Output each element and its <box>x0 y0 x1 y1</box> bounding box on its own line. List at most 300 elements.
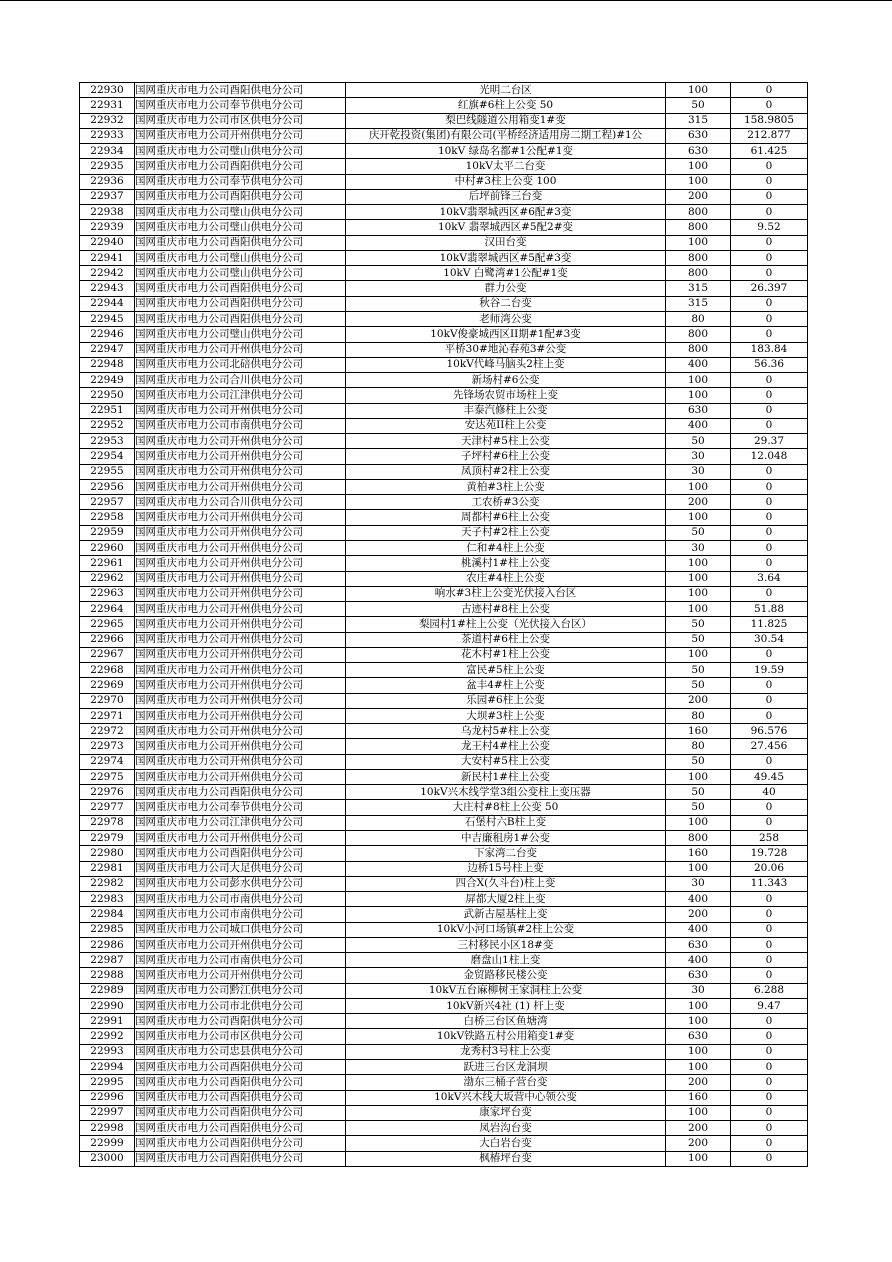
company-cell: 国网重庆市电力公司开州供电分公司 <box>135 128 346 143</box>
company-cell: 国网重庆市电力公司酉阳供电分公司 <box>135 1090 346 1105</box>
value-cell: 183.84 <box>731 342 808 357</box>
value-cell: 0 <box>731 1090 808 1105</box>
row-id-cell: 22974 <box>80 754 135 769</box>
value-cell: 0 <box>731 159 808 174</box>
capacity-cell: 80 <box>666 311 731 326</box>
company-cell: 国网重庆市电力公司璧山供电分公司 <box>135 327 346 342</box>
table-row <box>80 464 808 479</box>
company-cell: 国网重庆市电力公司奉节供电分公司 <box>135 800 346 815</box>
capacity-cell: 100 <box>666 510 731 525</box>
transformer-name-cell: 10kV兴木线学堂3组公变柱上变压器 <box>346 785 666 800</box>
row-id-cell: 22970 <box>80 693 135 708</box>
transformer-name-cell: 10kV 绿岛名都#1公配#1变 <box>346 144 666 159</box>
capacity-cell: 50 <box>666 617 731 632</box>
table-row <box>80 586 808 601</box>
table-row <box>80 556 808 571</box>
value-cell: 0 <box>731 525 808 540</box>
row-id-cell: 22979 <box>80 831 135 846</box>
table-row <box>80 724 808 739</box>
transformer-name-cell: 大安村#5柱上公变 <box>346 754 666 769</box>
capacity-cell: 800 <box>666 831 731 846</box>
value-cell: 20.06 <box>731 861 808 876</box>
capacity-cell: 30 <box>666 540 731 555</box>
row-id-cell: 22972 <box>80 724 135 739</box>
value-cell: 0 <box>731 403 808 418</box>
company-cell: 国网重庆市电力公司开州供电分公司 <box>135 449 346 464</box>
transformer-name-cell: 白桥三台区鱼塘湾 <box>346 1014 666 1029</box>
transformer-name-cell: 梨巴线隧道公用箱变1#变 <box>346 113 666 128</box>
row-id-cell: 22933 <box>80 128 135 143</box>
table-row <box>80 266 808 281</box>
table-row <box>80 831 808 846</box>
table-row <box>80 815 808 830</box>
capacity-cell: 100 <box>666 1105 731 1120</box>
transformer-name-cell: 工农桥#3公变 <box>346 495 666 510</box>
row-id-cell: 22939 <box>80 220 135 235</box>
value-cell: 9.52 <box>731 220 808 235</box>
capacity-cell: 50 <box>666 525 731 540</box>
company-cell: 国网重庆市电力公司开州供电分公司 <box>135 754 346 769</box>
row-id-cell: 22991 <box>80 1014 135 1029</box>
transformer-name-cell: 新场村#6公变 <box>346 373 666 388</box>
table-row <box>80 708 808 723</box>
table-row <box>80 632 808 647</box>
transformer-name-cell: 10kV 翡翠城西区#5配2#变 <box>346 220 666 235</box>
row-id-cell: 22946 <box>80 327 135 342</box>
capacity-cell: 200 <box>666 1121 731 1136</box>
table-row <box>80 968 808 983</box>
value-cell: 11.343 <box>731 876 808 891</box>
table-row <box>80 342 808 357</box>
row-id-cell: 22978 <box>80 815 135 830</box>
table-row <box>80 128 808 143</box>
capacity-cell: 30 <box>666 983 731 998</box>
row-id-cell: 22969 <box>80 678 135 693</box>
table-row <box>80 800 808 815</box>
company-cell: 国网重庆市电力公司市南供电分公司 <box>135 892 346 907</box>
transformer-name-cell: 10kV俊豪城西区II期#1配#3变 <box>346 327 666 342</box>
table-row <box>80 571 808 586</box>
row-id-cell: 22987 <box>80 953 135 968</box>
capacity-cell: 100 <box>666 159 731 174</box>
table-row <box>80 953 808 968</box>
transformer-name-cell: 凤岩沟台变 <box>346 1121 666 1136</box>
capacity-cell: 800 <box>666 220 731 235</box>
table-row <box>80 540 808 555</box>
capacity-cell: 630 <box>666 937 731 952</box>
transformer-name-cell: 渤东三桶子营台变 <box>346 1075 666 1090</box>
transformer-name-cell: 先锋场农贸市场柱上变 <box>346 388 666 403</box>
transformer-name-cell: 古迹村#8柱上公变 <box>346 602 666 617</box>
capacity-cell: 30 <box>666 449 731 464</box>
row-id-cell: 22956 <box>80 479 135 494</box>
value-cell: 0 <box>731 205 808 220</box>
table-row <box>80 205 808 220</box>
company-cell: 国网重庆市电力公司酉阳供电分公司 <box>135 159 346 174</box>
company-cell: 国网重庆市电力公司酉阳供电分公司 <box>135 1060 346 1075</box>
company-cell: 国网重庆市电力公司北碚供电分公司 <box>135 357 346 372</box>
row-id-cell: 22984 <box>80 907 135 922</box>
transformer-name-cell: 富民#5柱上公变 <box>346 663 666 678</box>
capacity-cell: 315 <box>666 296 731 311</box>
value-cell: 0 <box>731 678 808 693</box>
transformer-name-cell: 桃溪村1#柱上公变 <box>346 556 666 571</box>
row-id-cell: 22949 <box>80 373 135 388</box>
company-cell: 国网重庆市电力公司璧山供电分公司 <box>135 266 346 281</box>
value-cell: 0 <box>731 647 808 662</box>
row-id-cell: 22934 <box>80 144 135 159</box>
capacity-cell: 30 <box>666 464 731 479</box>
row-id-cell: 22966 <box>80 632 135 647</box>
value-cell: 0 <box>731 495 808 510</box>
table-row <box>80 510 808 525</box>
capacity-cell: 100 <box>666 815 731 830</box>
row-id-cell: 22941 <box>80 250 135 265</box>
row-id-cell: 22938 <box>80 205 135 220</box>
value-cell: 61.425 <box>731 144 808 159</box>
company-cell: 国网重庆市电力公司开州供电分公司 <box>135 434 346 449</box>
row-id-cell: 22930 <box>80 83 135 98</box>
capacity-cell: 30 <box>666 876 731 891</box>
company-cell: 国网重庆市电力公司酉阳供电分公司 <box>135 1075 346 1090</box>
value-cell: 0 <box>731 373 808 388</box>
value-cell: 0 <box>731 708 808 723</box>
table-row <box>80 144 808 159</box>
table-row <box>80 739 808 754</box>
row-id-cell: 22936 <box>80 174 135 189</box>
transformer-name-cell: 乌龙村5#柱上公变 <box>346 724 666 739</box>
value-cell: 56.36 <box>731 357 808 372</box>
capacity-cell: 100 <box>666 647 731 662</box>
company-cell: 国网重庆市电力公司开州供电分公司 <box>135 739 346 754</box>
company-cell: 国网重庆市电力公司合川供电分公司 <box>135 495 346 510</box>
row-id-cell: 22988 <box>80 968 135 983</box>
capacity-cell: 50 <box>666 434 731 449</box>
transformer-name-cell: 农庄#4柱上公变 <box>346 571 666 586</box>
transformer-name-cell: 边桥15号柱上变 <box>346 861 666 876</box>
capacity-cell: 400 <box>666 892 731 907</box>
value-cell: 27.456 <box>731 739 808 754</box>
table-row <box>80 388 808 403</box>
table-row <box>80 159 808 174</box>
value-cell: 11.825 <box>731 617 808 632</box>
capacity-cell: 800 <box>666 205 731 220</box>
capacity-cell: 100 <box>666 998 731 1013</box>
capacity-cell: 800 <box>666 342 731 357</box>
company-cell: 国网重庆市电力公司开州供电分公司 <box>135 342 346 357</box>
transformer-name-cell: 茶道村#6柱上公变 <box>346 632 666 647</box>
table-row <box>80 785 808 800</box>
row-id-cell: 22990 <box>80 998 135 1013</box>
capacity-cell: 80 <box>666 739 731 754</box>
capacity-cell: 200 <box>666 1136 731 1151</box>
value-cell: 0 <box>731 464 808 479</box>
company-cell: 国网重庆市电力公司开州供电分公司 <box>135 556 346 571</box>
row-id-cell: 22993 <box>80 1044 135 1059</box>
row-id-cell: 22973 <box>80 739 135 754</box>
value-cell: 0 <box>731 388 808 403</box>
capacity-cell: 100 <box>666 235 731 250</box>
value-cell: 0 <box>731 174 808 189</box>
capacity-cell: 630 <box>666 144 731 159</box>
transformer-name-cell: 平桥30#地沁春苑3#公变 <box>346 342 666 357</box>
transformer-name-cell: 大白岩台变 <box>346 1136 666 1151</box>
company-cell: 国网重庆市电力公司彭水供电分公司 <box>135 876 346 891</box>
company-cell: 国网重庆市电力公司酉阳供电分公司 <box>135 281 346 296</box>
table-row <box>80 83 808 98</box>
company-cell: 国网重庆市电力公司开州供电分公司 <box>135 632 346 647</box>
row-id-cell: 22999 <box>80 1136 135 1151</box>
capacity-cell: 100 <box>666 479 731 494</box>
capacity-cell: 800 <box>666 250 731 265</box>
table-row <box>80 861 808 876</box>
transformer-name-cell: 梨园村1#柱上公变（光伏接入台区） <box>346 617 666 632</box>
transformer-name-cell: 10kV翡翠城西区#6配#3变 <box>346 205 666 220</box>
capacity-cell: 80 <box>666 708 731 723</box>
table-row <box>80 1075 808 1090</box>
transformer-name-cell: 武新古屋基柱上变 <box>346 907 666 922</box>
table-row <box>80 617 808 632</box>
company-cell: 国网重庆市电力公司开州供电分公司 <box>135 617 346 632</box>
company-cell: 国网重庆市电力公司开州供电分公司 <box>135 724 346 739</box>
transformer-name-cell: 红旗#6柱上公变 50 <box>346 98 666 113</box>
transformer-name-cell: 凤顶村#2柱上公变 <box>346 464 666 479</box>
capacity-cell: 800 <box>666 327 731 342</box>
row-id-cell: 22954 <box>80 449 135 464</box>
table-row <box>80 403 808 418</box>
table-row <box>80 846 808 861</box>
capacity-cell: 100 <box>666 861 731 876</box>
row-id-cell: 22959 <box>80 525 135 540</box>
company-cell: 国网重庆市电力公司市南供电分公司 <box>135 953 346 968</box>
company-cell: 国网重庆市电力公司开州供电分公司 <box>135 479 346 494</box>
capacity-cell: 100 <box>666 586 731 601</box>
capacity-cell: 50 <box>666 800 731 815</box>
transformer-name-cell: 子坪村#6柱上公变 <box>346 449 666 464</box>
row-id-cell: 22931 <box>80 98 135 113</box>
transformer-name-cell: 光明二台区 <box>346 83 666 98</box>
capacity-cell: 200 <box>666 693 731 708</box>
transformer-name-cell: 10kV太平二台变 <box>346 159 666 174</box>
table-row <box>80 754 808 769</box>
transformer-name-cell: 下家湾二台变 <box>346 846 666 861</box>
company-cell: 国网重庆市电力公司市北供电分公司 <box>135 998 346 1013</box>
table-row <box>80 357 808 372</box>
company-cell: 国网重庆市电力公司开州供电分公司 <box>135 525 346 540</box>
value-cell: 0 <box>731 968 808 983</box>
transformer-name-cell: 龙王村4#柱上公变 <box>346 739 666 754</box>
value-cell: 3.64 <box>731 571 808 586</box>
row-id-cell: 22942 <box>80 266 135 281</box>
table-row <box>80 113 808 128</box>
value-cell: 0 <box>731 1044 808 1059</box>
transformer-name-cell: 龙秀村3号柱上公变 <box>346 1044 666 1059</box>
table-row <box>80 434 808 449</box>
value-cell: 26.397 <box>731 281 808 296</box>
row-id-cell: 22997 <box>80 1105 135 1120</box>
capacity-cell: 100 <box>666 1014 731 1029</box>
table-row <box>80 174 808 189</box>
capacity-cell: 630 <box>666 968 731 983</box>
row-id-cell: 22998 <box>80 1121 135 1136</box>
capacity-cell: 630 <box>666 403 731 418</box>
transformer-name-cell: 周都村#6柱上公变 <box>346 510 666 525</box>
value-cell: 40 <box>731 785 808 800</box>
value-cell: 0 <box>731 1151 808 1166</box>
transformer-name-cell: 10kV五台麻柳树王家洞柱上公变 <box>346 983 666 998</box>
table-row <box>80 281 808 296</box>
capacity-cell: 100 <box>666 373 731 388</box>
row-id-cell: 22953 <box>80 434 135 449</box>
table-row <box>80 678 808 693</box>
company-cell: 国网重庆市电力公司开州供电分公司 <box>135 968 346 983</box>
transformer-name-cell: 10kV兴木线大坂营中心领公变 <box>346 1090 666 1105</box>
transformer-name-cell: 枫椿坪台变 <box>346 1151 666 1166</box>
row-id-cell: 22960 <box>80 540 135 555</box>
value-cell: 0 <box>731 1075 808 1090</box>
row-id-cell: 22940 <box>80 235 135 250</box>
table-row <box>80 647 808 662</box>
capacity-cell: 50 <box>666 678 731 693</box>
table-row <box>80 602 808 617</box>
row-id-cell: 22935 <box>80 159 135 174</box>
value-cell: 0 <box>731 892 808 907</box>
table-row <box>80 479 808 494</box>
row-id-cell: 22989 <box>80 983 135 998</box>
table-row <box>80 250 808 265</box>
row-id-cell: 23000 <box>80 1151 135 1166</box>
table-row <box>80 1044 808 1059</box>
table-row <box>80 373 808 388</box>
capacity-cell: 100 <box>666 174 731 189</box>
value-cell: 0 <box>731 311 808 326</box>
capacity-cell: 100 <box>666 571 731 586</box>
row-id-cell: 22992 <box>80 1029 135 1044</box>
company-cell: 国网重庆市电力公司开州供电分公司 <box>135 540 346 555</box>
company-cell: 国网重庆市电力公司市区供电分公司 <box>135 1029 346 1044</box>
transformer-name-cell: 花木村#1柱上公变 <box>346 647 666 662</box>
company-cell: 国网重庆市电力公司酉阳供电分公司 <box>135 311 346 326</box>
value-cell: 0 <box>731 556 808 571</box>
value-cell: 0 <box>731 586 808 601</box>
transformer-name-cell: 跃进三台区龙洞坝 <box>346 1060 666 1075</box>
transformer-name-cell: 10kV翡翠城西区#5配#3变 <box>346 250 666 265</box>
row-id-cell: 22943 <box>80 281 135 296</box>
value-cell: 19.59 <box>731 663 808 678</box>
company-cell: 国网重庆市电力公司酉阳供电分公司 <box>135 785 346 800</box>
capacity-cell: 160 <box>666 1090 731 1105</box>
capacity-cell: 50 <box>666 663 731 678</box>
value-cell: 0 <box>731 479 808 494</box>
value-cell: 0 <box>731 327 808 342</box>
table-row <box>80 495 808 510</box>
value-cell: 0 <box>731 1014 808 1029</box>
value-cell: 0 <box>731 1060 808 1075</box>
row-id-cell: 22967 <box>80 647 135 662</box>
row-id-cell: 22958 <box>80 510 135 525</box>
company-cell: 国网重庆市电力公司开州供电分公司 <box>135 693 346 708</box>
transformer-name-cell: 磨盘山1柱上变 <box>346 953 666 968</box>
transformer-name-cell: 天津村#5柱上公变 <box>346 434 666 449</box>
transformer-name-cell: 大坝#3柱上公变 <box>346 708 666 723</box>
table-row <box>80 769 808 784</box>
company-cell: 国网重庆市电力公司酉阳供电分公司 <box>135 846 346 861</box>
company-cell: 国网重庆市电力公司黔江供电分公司 <box>135 983 346 998</box>
transformer-name-cell: 群力公变 <box>346 281 666 296</box>
company-cell: 国网重庆市电力公司市南供电分公司 <box>135 418 346 433</box>
capacity-cell: 50 <box>666 98 731 113</box>
capacity-cell: 100 <box>666 1044 731 1059</box>
transformer-name-cell: 屏都大厦2柱上变 <box>346 892 666 907</box>
transformer-name-cell: 10kV新兴4社 (1) 杆上变 <box>346 998 666 1013</box>
value-cell: 0 <box>731 418 808 433</box>
table-row <box>80 937 808 952</box>
table-row <box>80 525 808 540</box>
value-cell: 0 <box>731 1121 808 1136</box>
table-row <box>80 1014 808 1029</box>
company-cell: 国网重庆市电力公司城口供电分公司 <box>135 922 346 937</box>
company-cell: 国网重庆市电力公司开州供电分公司 <box>135 602 346 617</box>
company-cell: 国网重庆市电力公司璧山供电分公司 <box>135 220 346 235</box>
company-cell: 国网重庆市电力公司酉阳供电分公司 <box>135 1136 346 1151</box>
company-cell: 国网重庆市电力公司开州供电分公司 <box>135 510 346 525</box>
row-id-cell: 22985 <box>80 922 135 937</box>
table-body <box>80 83 808 1167</box>
company-cell: 国网重庆市电力公司开州供电分公司 <box>135 403 346 418</box>
table-row <box>80 418 808 433</box>
company-cell: 国网重庆市电力公司开州供电分公司 <box>135 937 346 952</box>
value-cell: 51.88 <box>731 602 808 617</box>
value-cell: 0 <box>731 953 808 968</box>
capacity-cell: 50 <box>666 754 731 769</box>
value-cell: 0 <box>731 1029 808 1044</box>
row-id-cell: 22980 <box>80 846 135 861</box>
value-cell: 0 <box>731 800 808 815</box>
transformer-name-cell: 丰泰汽修柱上公变 <box>346 403 666 418</box>
company-cell: 国网重庆市电力公司开州供电分公司 <box>135 571 346 586</box>
value-cell: 96.576 <box>731 724 808 739</box>
row-id-cell: 22976 <box>80 785 135 800</box>
table-row <box>80 98 808 113</box>
capacity-cell: 200 <box>666 907 731 922</box>
row-id-cell: 22963 <box>80 586 135 601</box>
capacity-cell: 100 <box>666 1151 731 1166</box>
transformer-name-cell: 盆丰4#柱上公变 <box>346 678 666 693</box>
capacity-cell: 50 <box>666 785 731 800</box>
table-row <box>80 1090 808 1105</box>
capacity-cell: 400 <box>666 357 731 372</box>
company-cell: 国网重庆市电力公司酉阳供电分公司 <box>135 235 346 250</box>
value-cell: 0 <box>731 83 808 98</box>
company-cell: 国网重庆市电力公司江津供电分公司 <box>135 815 346 830</box>
transformer-name-cell: 老师湾公变 <box>346 311 666 326</box>
row-id-cell: 22994 <box>80 1060 135 1075</box>
transformer-name-cell: 10kV铁路五村公用箱变1#变 <box>346 1029 666 1044</box>
value-cell: 19.728 <box>731 846 808 861</box>
company-cell: 国网重庆市电力公司酉阳供电分公司 <box>135 1151 346 1166</box>
transformer-name-cell: 秋谷二台变 <box>346 296 666 311</box>
value-cell: 0 <box>731 296 808 311</box>
table-row <box>80 296 808 311</box>
company-cell: 国网重庆市电力公司奉节供电分公司 <box>135 174 346 189</box>
table-row <box>80 907 808 922</box>
transformer-name-cell: 三村移民小区18#变 <box>346 937 666 952</box>
value-cell: 0 <box>731 1136 808 1151</box>
row-id-cell: 22945 <box>80 311 135 326</box>
table-row <box>80 1121 808 1136</box>
transformer-name-cell: 庆开乾投资(集团)有限公司(平桥经济适用房二期工程)#1公 <box>346 128 666 143</box>
transformer-name-cell: 安达苑II柱上公变 <box>346 418 666 433</box>
